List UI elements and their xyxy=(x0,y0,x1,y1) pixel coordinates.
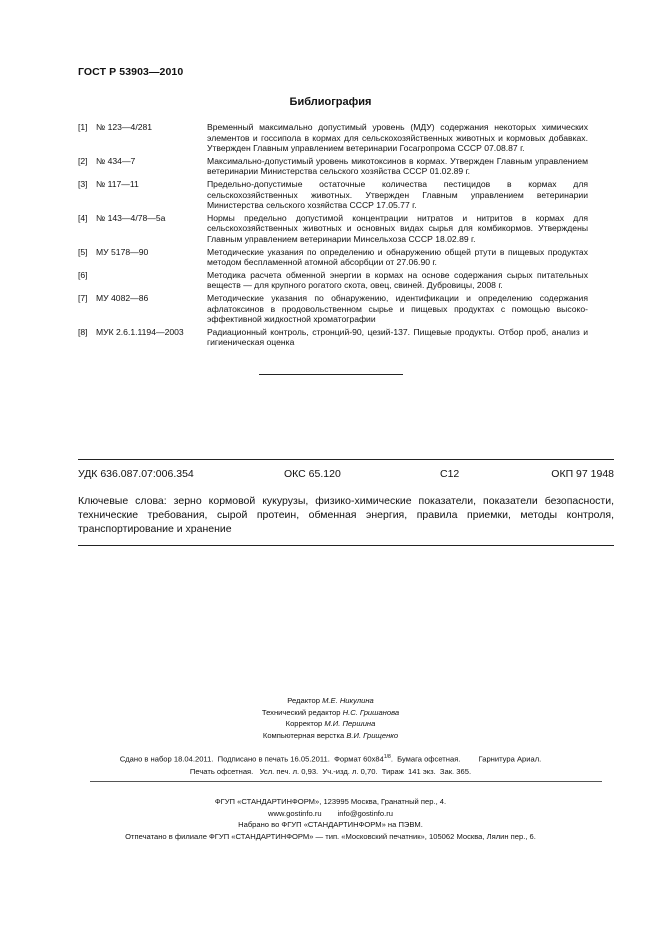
reference-item xyxy=(78,122,588,154)
reference-item xyxy=(78,179,588,211)
udk-code: УДК 636.087.07:006.354 xyxy=(78,468,194,480)
reference-number: [2] xyxy=(78,155,88,166)
keywords: Ключевые слова: зерно кормовой кукурузы, физико-химические показатели, показатели безопасности, технические требования, сырой протеин, обменная энергия, правила приемки, методы контроля, транспортирование и хранение xyxy=(78,495,614,535)
reference-number: [7] xyxy=(78,292,88,303)
bibliography-title: Библиография xyxy=(289,96,372,108)
publisher-address: ФГУП «СТАНДАРТИНФОРМ», 123995 Москва, Гранатный пер., 4. xyxy=(214,797,447,806)
bibliography-end-rule xyxy=(259,374,403,375)
reference-item xyxy=(78,213,588,245)
okp-code: ОКП 97 1948 xyxy=(551,468,614,480)
editor-name: М.Е. Никулина xyxy=(322,696,374,705)
reference-number: [6] xyxy=(78,269,88,280)
print-info xyxy=(0,751,661,778)
reference-item xyxy=(78,247,588,268)
tech-editor-line xyxy=(0,707,661,719)
reference-text: Методические указания по обнаружению, идентификации и определению содержания афлатоксинов в продовольственном сырье и пищевых продуктах с помощью высоко-эффективной жидкостной хроматографии xyxy=(207,292,588,325)
tech-editor-name: Н.С. Гришанова xyxy=(342,707,400,717)
print-info-line-1: Сдано в набор 18.04.2011. Подписано в печать 16.05.2011. Формат $60x84^{1/8}$. Бумага офсетная. Гарнитура Ариал. xyxy=(119,754,542,764)
reference-code: № 123—4/281 xyxy=(96,122,153,132)
reference-number: [4] xyxy=(78,212,88,223)
corrector-label: Корректор xyxy=(285,719,323,729)
c-code: С12 xyxy=(440,468,460,480)
paper-type: Бумага офсетная. xyxy=(397,754,461,764)
reference-code: № 143—4/78—5а xyxy=(96,212,166,223)
publisher-email: info@gostinfo.ru xyxy=(337,808,394,818)
typeface: Гарнитура Ариал. xyxy=(478,754,542,764)
printing-note: Отпечатано в филиале ФГУП «СТАНДАРТИНФОРМ» — тип. «Московский печатник», 105062 Москва, Лялин пер., 6. xyxy=(125,831,536,841)
reference-item xyxy=(78,327,588,348)
reference-number: [5] xyxy=(78,246,88,257)
reference-number: [3] xyxy=(78,178,88,189)
layout-line xyxy=(0,730,661,742)
reference-code: МУ 5178—90 xyxy=(96,246,149,257)
bibliography-list xyxy=(78,122,588,350)
keywords-bottom-rule xyxy=(78,545,614,546)
print-info-rule xyxy=(90,781,602,782)
classification-top-rule xyxy=(78,459,614,460)
reference-code: № 117—11 xyxy=(96,178,139,189)
editor-label: Редактор xyxy=(287,696,320,705)
reference-text: Методические указания по определению и обнаружению общей ртути в пищевых продуктах методом беспламенной атомной абсорбции от 27.06.90 г. xyxy=(207,246,588,268)
reference-item xyxy=(78,293,588,325)
layout-name: В.И. Грищенко xyxy=(346,730,399,740)
editor-line xyxy=(0,695,661,707)
corrector-line xyxy=(0,718,661,730)
reference-text: Радиационный контроль, стронций-90, цезий-137. Пищевые продукты. Отбор проб, анализ и гигиеническая оценка xyxy=(207,326,588,348)
corrector-name: М.И. Першина xyxy=(324,719,376,729)
reference-text: Максимально-допустимый уровень микотоксинов в кормах. Утвержден Главным управлением ветеринарии Министерства сельского хозяйства СССР 01.02.89 г. xyxy=(207,155,588,177)
credits xyxy=(0,695,661,741)
layout-label: Компьютерная верстка xyxy=(262,730,345,740)
reference-text: Предельно-допустимые остаточные количества пестицидов в кормах для сельскохозяйственных животных. Утвержден Главным управлением ветеринарии Министерства сельского хозяйства СССР 17.05.77 г. xyxy=(207,178,588,211)
reference-number: [1] xyxy=(78,122,88,132)
publisher-info xyxy=(0,796,661,842)
reference-text: Нормы предельно допустимой концентрации нитратов и нитритов в кормах для сельскохозяйственных животных и основных видах сырья для комбикормов. Утверждены Главным управлением ветеринарии Минсельхоза СССР 18.02.89 г. xyxy=(207,212,588,244)
tech-editor-label: Технический редактор xyxy=(261,707,341,717)
reference-code: № 434—7 xyxy=(96,155,136,166)
reference-item xyxy=(78,156,588,177)
publisher-contacts xyxy=(0,808,661,820)
print-sign-date: Подписано в печать 16.05.2011. xyxy=(217,754,330,764)
publisher-site: www.gostinfo.ru xyxy=(267,808,322,818)
reference-code: МУ 4082—86 xyxy=(96,292,149,303)
paper-format-fraction: 1/8 xyxy=(383,754,391,760)
paper-format: Формат 60x84 xyxy=(334,754,384,764)
reference-text: Временный максимально допустимый уровень (МДУ) содержания некоторых химических элементов и госсипола в кормах для сельскохозяйственных животных и кормовых добавках. Утвержден Главным управлением ветеринарии Госагропрома СССР 07.08.87 г. xyxy=(207,122,588,154)
oks-code: ОКС 65.120 xyxy=(284,468,341,480)
typesetting-note: Набрано во ФГУП «СТАНДАРТИНФОРМ» на ПЭВМ. xyxy=(238,820,423,830)
reference-code: МУК 2.6.1.1194—2003 xyxy=(96,326,184,337)
reference-text: Методика расчета обменной энергии в кормах на основе содержания сырых питательных веществ — для крупного рогатого скота, овец, свиней. Дубровицы, 2008 г. xyxy=(207,269,588,291)
typeset-date: Сдано в набор 18.04.2011. xyxy=(119,754,214,764)
reference-item xyxy=(78,270,588,291)
reference-number: [8] xyxy=(78,326,88,337)
print-info-line-2: Печать офсетная. Усл. печ. л. 0,93. Уч.-изд. л. 0,70. Тираж 141 экз. Зак. 365. xyxy=(189,766,472,776)
document-header: ГОСТ Р 53903—2010 xyxy=(78,66,184,78)
